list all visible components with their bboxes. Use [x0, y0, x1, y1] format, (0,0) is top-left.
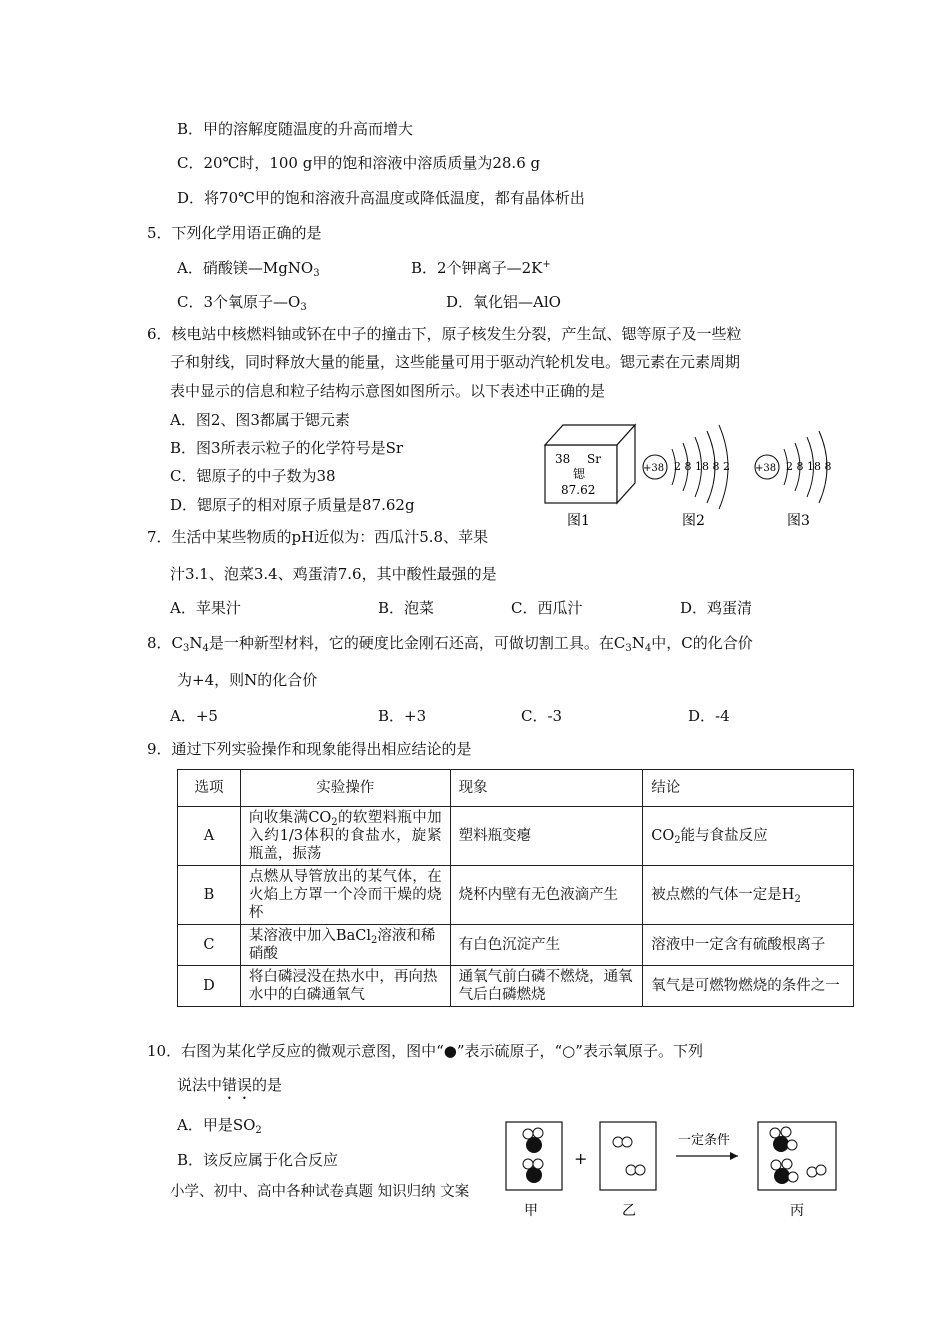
- row-d-option: D: [178, 966, 241, 1007]
- fig1-name: 锶: [573, 467, 586, 481]
- q6-option-b: B．图3所表示粒子的化学符号是Sr: [170, 439, 404, 457]
- q6-stem-line2: 子和射线，同时释放大量的能量，这些能量可用于驱动汽轮机发电。锶元素在元素周期: [170, 353, 741, 371]
- label-jia: 甲: [524, 1203, 538, 1219]
- header-option: 选项: [178, 770, 241, 807]
- fig3-shells: 2 8 18 8: [786, 460, 832, 473]
- q7-option-b: B．泡菜: [378, 599, 435, 617]
- table-row: [178, 925, 854, 966]
- q9-stem: 9．通过下列实验操作和现象能得出相应结论的是: [147, 740, 472, 758]
- fig2-nucleus: +38: [643, 463, 665, 474]
- table-header-row: [178, 770, 854, 807]
- fig2-caption: 图2: [682, 513, 705, 529]
- fig1-mass: 87.62: [561, 483, 596, 497]
- table-row: [178, 807, 854, 866]
- q4-option-b: B．甲的溶解度随温度的升高而增大: [177, 120, 414, 138]
- q5-stem: 5．下列化学用语正确的是: [147, 224, 322, 242]
- row-c-option: C: [178, 925, 241, 966]
- fig3-nucleus: +38: [755, 463, 777, 474]
- fig2-shells: 2 8 18 8 2: [674, 460, 730, 473]
- fig3-caption: 图3: [787, 513, 810, 529]
- q10-option-a: A．甲是$SO_2$: [177, 1116, 262, 1136]
- reaction-diagram: [500, 1112, 845, 1224]
- atom-structure-figure: [643, 425, 730, 509]
- row-a-conclusion: $CO_2$能与食盐反应: [643, 807, 854, 866]
- row-d-operation: 将白磷浸没在热水中，再向热水中的白磷通氧气: [240, 966, 450, 1007]
- q8-stem-line2: 为+4，则N的化合价: [177, 671, 318, 689]
- header-phenomenon: 现象: [450, 770, 643, 807]
- q7-stem-line2: 汁3.1、泡菜3.4、鸡蛋清7.6，其中酸性最强的是: [170, 565, 497, 583]
- q6-option-a: A．图2、图3都属于锶元素: [170, 411, 350, 429]
- row-b-operation: 点燃从导管放出的某气体，在火焰上方罩一个冷而干燥的烧杯: [240, 866, 450, 925]
- label-yi: 乙: [622, 1203, 636, 1219]
- q5-option-b: B．2个钾离子—2K+: [411, 259, 551, 277]
- table-row: [178, 866, 854, 925]
- q4-option-d: D．将70℃甲的饱和溶液升高温度或降低温度，都有晶体析出: [177, 189, 585, 207]
- q6-option-d: D．锶原子的相对原子质量是87.62g: [170, 496, 415, 514]
- fig1-number: 38: [555, 452, 571, 466]
- q7-option-d: D．鸡蛋清: [680, 599, 753, 617]
- element-cube-figure: [545, 425, 635, 503]
- q10-emphasis: 错误: [222, 1076, 253, 1094]
- q8-option-a: A．+5: [170, 707, 218, 725]
- row-c-phenomenon: 有白色沉淀产生: [450, 925, 643, 966]
- row-b-phenomenon: 烧杯内壁有无色液滴产生: [450, 866, 643, 925]
- fig1-symbol: Sr: [587, 452, 601, 466]
- q10-stem-line2: 说法中错误的是: [177, 1076, 283, 1094]
- row-a-option: A: [178, 807, 241, 866]
- row-b-conclusion: 被点燃的气体一定是$H_2$: [643, 866, 854, 925]
- q10-option-b: B．该反应属于化合反应: [177, 1151, 339, 1169]
- footer-text: 小学、初中、高中各种试卷真题 知识归纳 文案: [170, 1184, 470, 1200]
- q8-option-d: D．-4: [688, 707, 730, 725]
- row-d-phenomenon: 通氧气前白磷不燃烧，通氧气后白磷燃烧: [450, 966, 643, 1007]
- header-operation: 实验操作: [240, 770, 450, 807]
- row-a-operation: 向收集满$CO_2$的软塑料瓶中加入约1/3体积的食盐水，旋紧瓶盖，振荡: [240, 807, 450, 866]
- q7-option-a: A．苹果汁: [170, 599, 241, 617]
- q8-stem-line1: 8．$C_3N_4$是一种新型材料，它的硬度比金刚石还高，可做切割工具。在$C_3N_4$中，C的化合价: [147, 634, 753, 654]
- header-conclusion: 结论: [643, 770, 854, 807]
- fig1-caption: 图1: [567, 513, 590, 529]
- q7-option-c: C．西瓜汁: [511, 599, 583, 617]
- row-d-conclusion: 氧气是可燃物燃烧的条件之一: [643, 966, 854, 1007]
- table-row: [178, 966, 854, 1007]
- q8-option-b: B．+3: [378, 707, 427, 725]
- q4-option-c: C．20℃时，100 g甲的饱和溶液中溶质质量为28.6 g: [177, 154, 541, 172]
- row-a-phenomenon: 塑料瓶变瘪: [450, 807, 643, 866]
- q5-option-d: D．氧化铝—AlO: [446, 293, 561, 311]
- condition-label: 一定条件: [678, 1133, 731, 1148]
- q5-option-c: C．3个氧原子$—O_3$: [177, 293, 307, 313]
- q6-stem-line1: 6．核电站中核燃料铀或钚在中子的撞击下，原子核发生分裂，产生氙、锶等原子及一些粒: [147, 325, 742, 343]
- q6-stem-line3: 表中显示的信息和粒子结构示意图如图所示。以下表述中正确的是: [170, 382, 606, 400]
- q7-stem-line1: 7．生活中某些物质的pH近似为：西瓜汁5.8、苹果: [147, 528, 489, 546]
- q5-option-a: A．硝酸镁—MgNO$_3$: [177, 259, 320, 279]
- ion-structure-figure: [755, 431, 831, 503]
- q6-option-c: C．锶原子的中子数为38: [170, 467, 336, 485]
- row-c-operation: 某溶液中加入BaCl$_2$溶液和稀硝酸: [240, 925, 450, 966]
- row-c-conclusion: 溶液中一定含有硫酸根离子: [643, 925, 854, 966]
- label-bing: 丙: [790, 1203, 804, 1219]
- q10-stem-line1: 10．右图为某化学反应的微观示意图，图中“●”表示硫原子，“○”表示氧原子。下列: [147, 1042, 703, 1060]
- plus-sign: +: [574, 1149, 588, 1168]
- row-b-option: B: [178, 866, 241, 925]
- q6-figures: [535, 415, 845, 533]
- experiment-table: [177, 769, 854, 1007]
- q8-option-c: C．-3: [521, 707, 563, 725]
